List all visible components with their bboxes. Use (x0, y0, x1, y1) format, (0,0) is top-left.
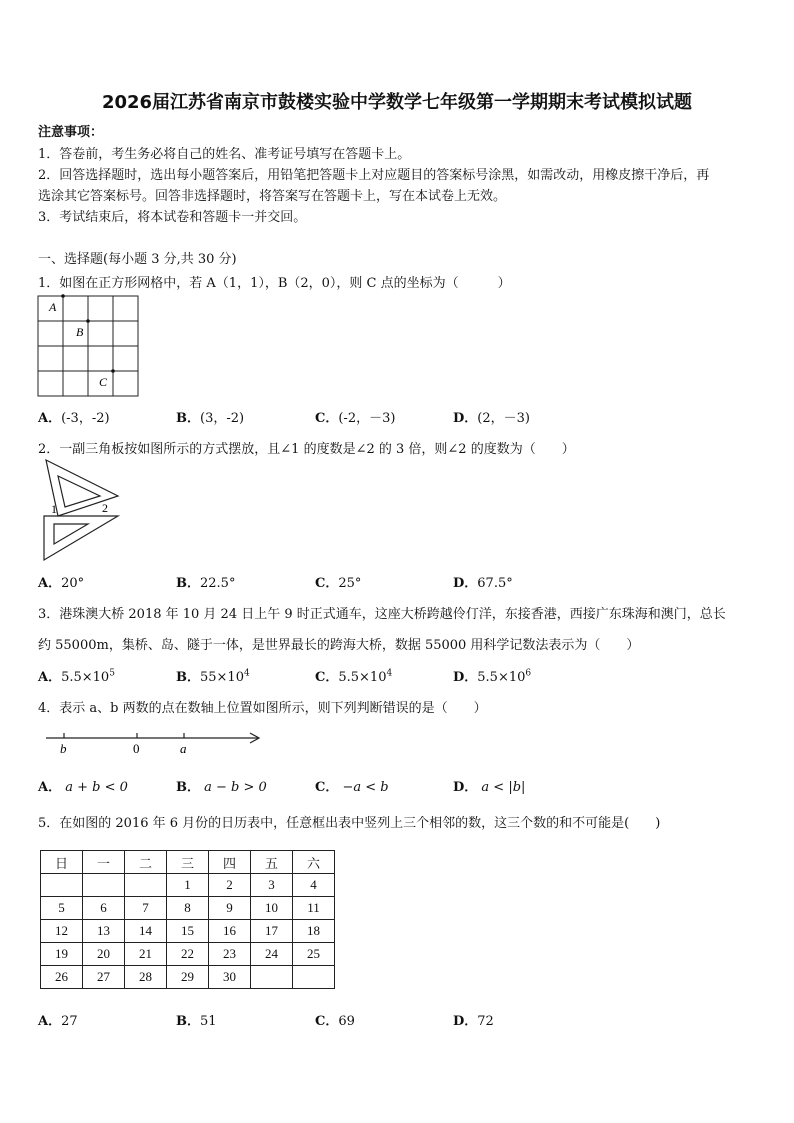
option-d[interactable] (453, 1010, 494, 1029)
option-label: B． (176, 411, 200, 426)
option-value: (-2，－3) (338, 411, 396, 426)
question-4-text: 4．表示 a、b 两数的点在数轴上位置如图所示，则下列判断错误的是（ ） (38, 701, 487, 716)
table-row (41, 874, 335, 897)
question-1-text: 1．如图在正方形网格中，若 A（1，1），B（2，0），则 C 点的坐标为（ ） (38, 276, 511, 291)
option-label: A． (38, 670, 62, 685)
header-cell: 一 (83, 851, 125, 874)
table-cell: 8 (167, 897, 209, 920)
option-b[interactable] (176, 666, 250, 685)
table-cell: 2 (209, 874, 251, 897)
option-value: a < |b| (481, 780, 526, 795)
table-cell: 4 (293, 874, 335, 897)
table-cell: 7 (125, 897, 167, 920)
axis-label: b (60, 741, 67, 756)
page-title: 2026届江苏省南京市鼓楼实验中学数学七年级第一学期期末考试模拟试题 (101, 92, 693, 113)
table-cell: 17 (251, 920, 293, 943)
exponent: 5 (109, 668, 115, 679)
table-cell: 9 (209, 897, 251, 920)
option-label: A． (38, 576, 62, 591)
option-a[interactable] (38, 572, 84, 591)
header-cell: 四 (209, 851, 251, 874)
number-line (44, 728, 266, 756)
table-cell: 5 (41, 897, 83, 920)
header-cell: 日 (41, 851, 83, 874)
option-d[interactable] (453, 776, 525, 795)
table-cell: 21 (125, 943, 167, 966)
point-a (61, 294, 65, 298)
table-row (41, 943, 335, 966)
option-value: 5.5×10 (477, 670, 526, 685)
exponent: 6 (525, 668, 532, 679)
table-cell: 3 (251, 874, 293, 897)
option-label: D． (453, 411, 478, 426)
table-cell: 28 (125, 966, 167, 989)
question-3-text: 约 55000m，集桥、岛、隧于一体，是世界最长的跨海大桥，数据 55000 用科学记数法表示为（ ） (38, 638, 640, 653)
triangle-figure (36, 458, 126, 568)
table-cell (41, 874, 83, 897)
exponent: 4 (386, 668, 393, 679)
notice-heading: 注意事项： (38, 125, 104, 140)
option-label: D． (453, 576, 478, 591)
grid-figure (36, 294, 140, 398)
question-2-text: 2．一副三角板按如图所示的方式摆放，且∠1 的度数是∠2 的 3 倍，则∠2 的度数为（ ） (38, 442, 575, 457)
option-value: 5.5×10 (61, 670, 110, 685)
point-label: A (49, 300, 57, 314)
table-cell: 23 (209, 943, 251, 966)
table-cell: 25 (293, 943, 335, 966)
option-label: A． (38, 1014, 62, 1029)
question-5-text: 5．在如图的 2016 年 6 月份的日历表中，任意框出表中竖列上三个相邻的数，这三个数的和不可能是( ) (38, 816, 661, 831)
table-cell: 10 (251, 897, 293, 920)
option-c[interactable] (315, 666, 392, 685)
table-cell: 18 (293, 920, 335, 943)
notice-item: 2．回答选择题时，选出每小题答案后，用铅笔把答题卡上对应题目的答案标号涂黑，如需改动，用橡皮擦干净后，再 (38, 168, 710, 183)
option-value: 27 (61, 1014, 78, 1029)
calendar-table (40, 850, 335, 989)
table-cell: 15 (167, 920, 209, 943)
question-3-text: 3．港珠澳大桥 2018 年 10 月 24 日上午 9 时正式通车，这座大桥跨越伶仃洋，东接香港，西接广东珠海和澳门，总长 (38, 607, 726, 622)
option-value: (-3，-2) (61, 411, 110, 426)
option-b[interactable] (176, 776, 267, 795)
option-label: C． (315, 670, 339, 685)
option-label: B． (176, 576, 200, 591)
table-cell: 22 (167, 943, 209, 966)
table-cell (83, 874, 125, 897)
table-row (41, 897, 335, 920)
option-d[interactable] (453, 407, 530, 426)
table-cell (251, 966, 293, 989)
option-value: (3，-2) (200, 411, 245, 426)
option-label: C． (315, 411, 339, 426)
option-label: D． (453, 1014, 478, 1029)
table-row (41, 920, 335, 943)
table-cell: 19 (41, 943, 83, 966)
option-label: A． (38, 411, 62, 426)
angle-label: 2 (102, 501, 108, 515)
option-c[interactable] (315, 1010, 355, 1029)
table-cell: 24 (251, 943, 293, 966)
angle-label: 1 (51, 502, 57, 516)
table-cell: 12 (41, 920, 83, 943)
axis-label: a (180, 741, 187, 756)
option-value: −a < b (342, 780, 389, 795)
notice-item: 3．考试结束后，将本试卷和答题卡一并交回。 (38, 210, 307, 225)
option-b[interactable] (176, 1010, 217, 1029)
option-value: 67.5° (477, 576, 513, 591)
axis-label: 0 (133, 741, 140, 756)
option-value: 72 (477, 1014, 494, 1029)
option-label: D． (453, 780, 478, 795)
option-value: 5.5×10 (338, 670, 387, 685)
exponent: 4 (243, 668, 250, 679)
notice-item: 选涂其它答案标号。回答非选择题时，将答案写在答题卡上，写在本试卷上无效。 (38, 189, 507, 204)
option-value: a + b < 0 (65, 780, 128, 795)
option-value: 25° (338, 576, 362, 591)
option-label: C． (315, 780, 339, 795)
option-a[interactable] (38, 776, 128, 795)
option-label: D． (453, 670, 478, 685)
table-row (41, 966, 335, 989)
header-cell: 二 (125, 851, 167, 874)
table-cell: 13 (83, 920, 125, 943)
table-cell: 11 (293, 897, 335, 920)
option-value: a − b > 0 (204, 780, 267, 795)
table-cell: 26 (41, 966, 83, 989)
option-label: B． (176, 780, 200, 795)
table-cell: 30 (209, 966, 251, 989)
table-cell: 27 (83, 966, 125, 989)
option-b[interactable] (176, 572, 235, 591)
notice-item: 1．答卷前，考生务必将自己的姓名、准考证号填写在答题卡上。 (38, 147, 411, 162)
point-b (86, 319, 90, 323)
option-value: 20° (61, 576, 85, 591)
option-c[interactable] (315, 572, 361, 591)
table-cell: 16 (209, 920, 251, 943)
section-heading: 一、选择题(每小题 3 分,共 30 分) (38, 252, 237, 267)
point-label: C (99, 375, 108, 389)
option-d[interactable] (453, 666, 531, 685)
table-cell (125, 874, 167, 897)
point-c (111, 369, 115, 373)
option-value: 69 (338, 1014, 355, 1029)
option-value: 51 (200, 1014, 217, 1029)
option-label: B． (176, 1014, 200, 1029)
option-value: (2，－3) (477, 411, 530, 426)
option-value: 55×10 (200, 670, 244, 685)
table-cell: 29 (167, 966, 209, 989)
option-c[interactable] (315, 776, 389, 795)
header-cell: 五 (251, 851, 293, 874)
option-a[interactable] (38, 1010, 78, 1029)
option-label: C． (315, 1014, 339, 1029)
header-cell: 三 (167, 851, 209, 874)
option-label: B． (176, 670, 200, 685)
table-cell (293, 966, 335, 989)
table-cell: 1 (167, 874, 209, 897)
option-label: C． (315, 576, 339, 591)
option-value: 22.5° (200, 576, 236, 591)
option-a[interactable] (38, 666, 115, 685)
point-label: B (76, 325, 84, 339)
table-cell: 20 (83, 943, 125, 966)
option-label: A． (38, 780, 62, 795)
option-a[interactable] (38, 407, 110, 426)
option-d[interactable] (453, 572, 513, 591)
option-c[interactable] (315, 407, 395, 426)
option-b[interactable] (176, 407, 244, 426)
table-header-row (41, 851, 335, 874)
header-cell: 六 (293, 851, 335, 874)
table-cell: 6 (83, 897, 125, 920)
table-cell: 14 (125, 920, 167, 943)
